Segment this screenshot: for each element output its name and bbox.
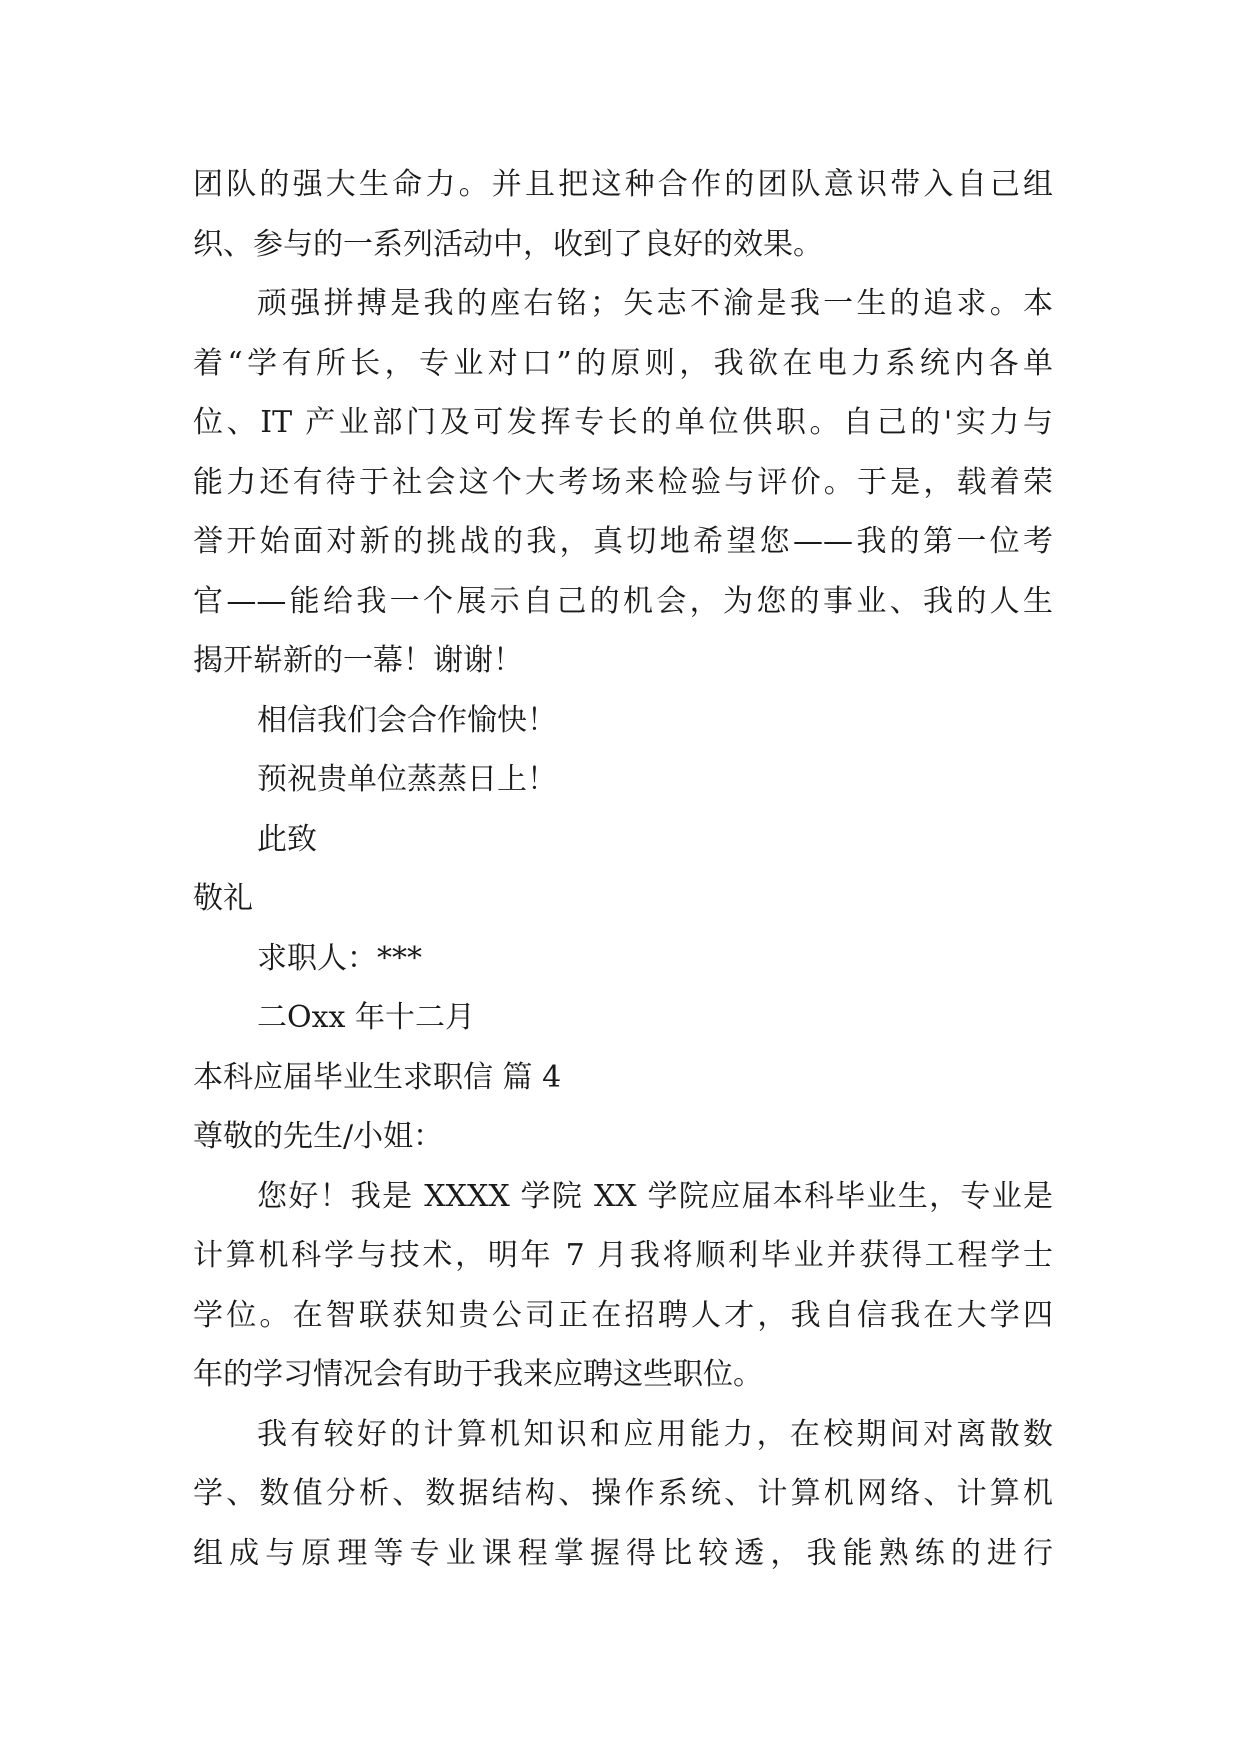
closing-salutation: 此致	[257, 821, 317, 857]
text-line: 计算机科学与技术，明年 7 月我将顺利毕业并获得工程学士	[193, 1238, 1053, 1273]
signature-applicant: 求职人：***	[257, 940, 422, 976]
text-line: 组成与原理等专业课程掌握得比较透，我能熟练的进行	[193, 1535, 1053, 1571]
text-line: 学位。在智联获知贵公司正在招聘人才，我自信我在大学四	[193, 1297, 1053, 1333]
text-line: 织、参与的一系列活动中，收到了良好的效果。	[193, 226, 823, 262]
section-heading: 本科应届毕业生求职信 篇 4	[193, 1059, 562, 1095]
text-line: 您好！我是 XXXX 学院 XX 学院应届本科毕业生，专业是	[257, 1178, 1053, 1214]
signature-date: 二Oxx 年十二月	[257, 1000, 475, 1035]
text-line: 我有较好的计算机知识和应用能力，在校期间对离散数	[257, 1416, 1053, 1452]
text-line: 着“学有所长，专业对口”的原则，我欲在电力系统内各单	[193, 345, 1053, 381]
text-line: 团队的强大生命力。并且把这种合作的团队意识带入自己组	[193, 167, 1053, 202]
closing-regards: 敬礼	[193, 881, 253, 916]
text-line: 能力还有待于社会这个大考场来检验与评价。于是，载着荣	[193, 464, 1053, 500]
text-line: 顽强拼搏是我的座右铭；矢志不渝是我一生的追求。本	[257, 286, 1053, 321]
text-line: 揭开崭新的一幕！谢谢！	[193, 643, 523, 678]
text-line: 年的学习情况会有助于我来应聘这些职位。	[193, 1357, 763, 1392]
document-body	[193, 155, 1053, 1583]
text-line: 预祝贵单位蒸蒸日上！	[257, 762, 557, 797]
letter-greeting: 尊敬的先生/小姐：	[193, 1119, 444, 1154]
text-line: 学、数值分析、数据结构、操作系统、计算机网络、计算机	[193, 1476, 1053, 1511]
text-line: 位、IT 产业部门及可发挥专长的单位供职。自己的'实力与	[193, 405, 1053, 440]
text-line: 誉开始面对新的挑战的我，真切地希望您——我的第一位考	[193, 524, 1053, 559]
text-line: 相信我们会合作愉快！	[257, 702, 557, 738]
text-line: 官——能给我一个展示自己的机会，为您的事业、我的人生	[193, 583, 1053, 619]
